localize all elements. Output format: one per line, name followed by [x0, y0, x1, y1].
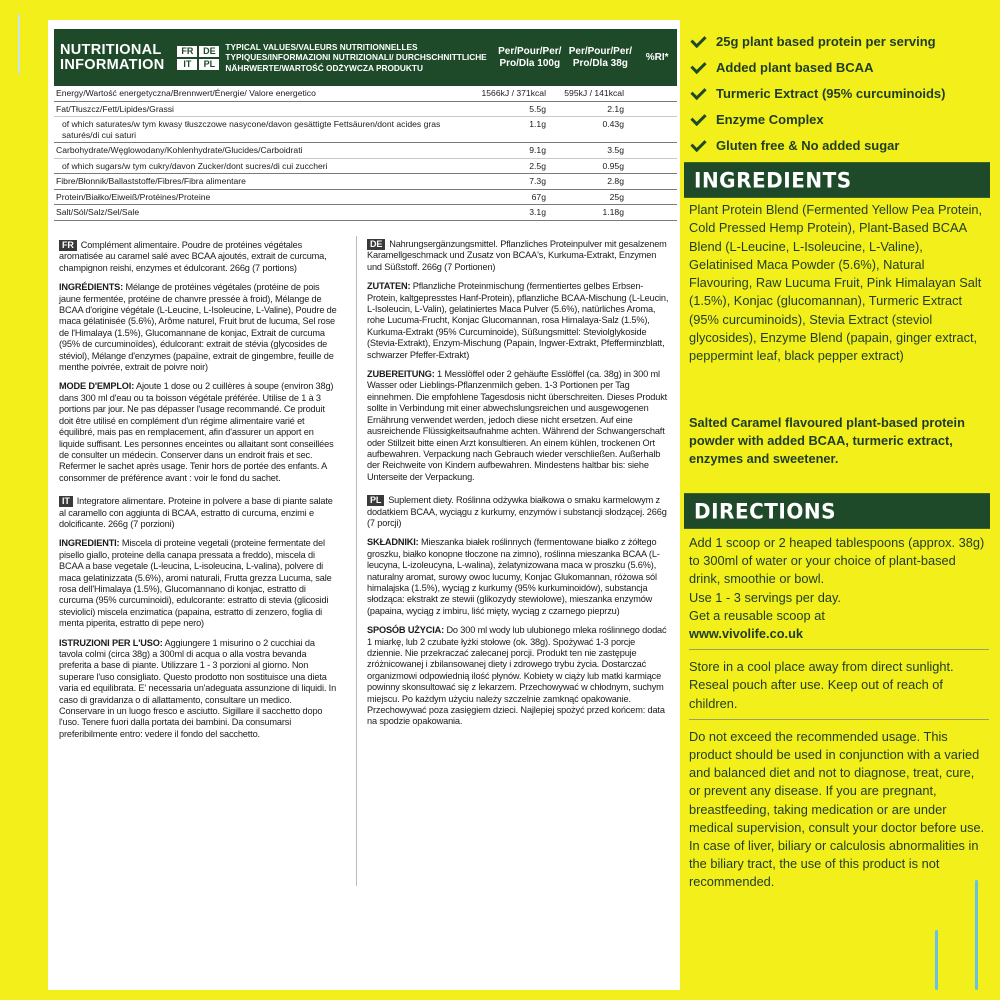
directions-p5: Do not exceed the recommended usage. This product should be used in conjunction with a varied and balanced diet and not to diagnose, treat, cure, or prevent any disease. If you are pregnant, breastfeeding, taking medication or are under medical supervision, consult your doctor before use. In case of liver, biliary or calculosis abnormalities in the biliary tract, the use of this product is not recommended.	[689, 728, 985, 890]
column-header-100g: Per/Pour/Per/ Pro/Dla 100g	[498, 45, 562, 69]
value-38g: 3.5g	[607, 145, 624, 155]
lang-tag-de: DE	[367, 239, 385, 250]
nutrient-name: Carbohydrate/Węglowodany/Kohlenhydrate/Glucides/Carboidrati	[56, 145, 303, 155]
nutrition-header	[54, 29, 677, 86]
nutrition-table	[54, 86, 677, 221]
value-100g: 9.1g	[529, 145, 546, 155]
fr-usage	[59, 381, 339, 484]
table-row	[54, 117, 677, 143]
benefit-item	[690, 80, 990, 106]
nutrient-name: Fat/Tłuszcz/Fett/Lipides/Grassi	[56, 103, 174, 114]
fr-ingredients-text: Mélange de protéines végétales (protéine de pois jaune fermentée, protéine de chanvre pressée à froid), Mélange de BCAA d'origine végétale (L-Leucine, L-Isoleucine, L-Valine), Poudre de maca gélatinisée (5.6%), Arôme naturel, Fruit brut de lucuma, Sel rose de l'Himalaya (1.5%), Glucomannane de konjac, Extrait de curcuma (95% de curcuminoïdes), édulcorant: extrait de stévia (glycosides de stéviol), Mélange d'enzymes (papaïne, extrait de gingembre, feuille de menthe poivrée, extrait de poivre noir)	[59, 282, 337, 373]
value-38g: 2.8g	[607, 176, 624, 186]
lang-tag-fr: FR	[59, 240, 77, 251]
de-usage-text: 1 Messlöffel oder 2 gehäufte Esslöffel (ca. 38g) in 300 ml Wasser oder Lieblings-Pflanzenmilch geben. 1-3 Portionen per Tag einnehmen. Die empfohlene Tagesdosis nicht überschreiten. Dieses Produkt sollte in Verbindung mit einer abwechslungsreichen und ausgewogenen Ernährung verwendet werden, jedoch diese nicht ersetzen. Auf eine ausreichende Flüssigkeitsaufnahme achten. Während der Schwangerschaft oder Stillzeit bitte einen Arzt konsultieren. An einem kühlen, trockenen Ort aufbewahren. Verpackung nach Gebrauch wieder verschließen. Außerhalb der Reichweite von Kindern aufbewahren. Mindestens haltbar bis: siehe Unterseite der Verpackung.	[367, 369, 668, 482]
flag-pl: PL	[199, 59, 219, 70]
de-ingredients-text: Pflanzliche Proteinmischung (fermentiertes gelbes Erbsen-Protein, kaltgepresstes Hanf-Protein), pflanzliche BCAA-Mischung (L-Leucin, L-Isoleucin, L-Valin), gelatiniertes Maca Pulver (5.6%), natürliches Aroma, rohe Lucuma-Frucht, Konjac Glucomannan, rosa Himalaya-Salz (1.5%), Kurkuma-Extrakt (95% Curcuminoide), Süßungsmittel: Steviolglykoside (Stevia-Extrakt), Enzym-Mischung (Papain, Ingwer-Extrakt, Pfefferminzblatt, schwarzer Pfeffer-Extrakt)	[367, 281, 669, 360]
value-38g: 25g	[609, 191, 624, 202]
value-38g: 595kJ / 141kcal	[564, 88, 624, 98]
fr-ingredients	[59, 282, 339, 373]
checkmark-icon	[690, 85, 706, 101]
pl-usage	[367, 625, 670, 728]
value-38g: 0.95g	[602, 160, 624, 171]
flavour-description: Salted Caramel flavoured plant-based protein powder with added BCAA, turmeric extract, enzymes and sweetener.	[689, 415, 965, 466]
it-intro	[59, 496, 339, 530]
nutrient-name: of which sugars/w tym cukry/davon Zucker/dont sucres/di cui zuccheri	[62, 160, 328, 171]
lang-tag-it: IT	[59, 496, 73, 507]
fr-usage-label: MODE D'EMPLOI:	[59, 381, 135, 392]
decorative-stripe	[935, 930, 938, 990]
lang-tag-pl: PL	[367, 495, 384, 506]
pl-ingredients-label: SKŁADNIKI:	[367, 537, 419, 548]
benefit-label: Turmeric Extract (95% curcuminoids)	[716, 85, 946, 101]
value-38g: 2.1g	[607, 103, 624, 114]
pl-ingredients-text: Mieszanka białek roślinnych (fermentowane białko z żółtego groszku, białko konopne tłoczone na zimno), roślinna mieszanka BCAA (L-leucyna, L-izoleucyna, L-walina), żelatynizowana maca w proszku (5.6%), naturalny aromat, surowy owoc lucumy, Konjac Glukomannan, różowa sól himalajska (1.5%), wyciąg z kurkumy (95% kurkuminoidów), substancja słodząca: ekstrakt ze stewii (glikozydy stewiolowe), mieszanka enzymów (papaina, wyciąg z imbiru, liść mięty, wyciąg z czarnego pieprzu)	[367, 537, 660, 616]
value-100g: 5.5g	[529, 103, 546, 114]
directions-p1: Add 1 scoop or 2 heaped tablespoons (approx. 38g) to 300ml of water or your choice of plant-based drink, smoothie or bowl.	[689, 535, 985, 587]
scoop-text: Get a reusable scoop at	[689, 607, 825, 623]
table-row	[54, 159, 677, 175]
pl-intro-text: Suplement diety. Roślinna odżywka białkowa o smaku karmelowym z dodatkiem BCAA, wyciągu z kurkumy, enzymów i substancji słodzącej. 266g (7 porcji)	[367, 495, 667, 528]
nutrient-name: Energy/Wartość energetyczna/Brennwert/Énergie/ Valore energetico	[56, 88, 316, 98]
value-100g: 67g	[531, 191, 546, 202]
it-ingredients-label: INGREDIENTI:	[59, 538, 120, 549]
de-intro	[367, 239, 670, 273]
checkmark-icon	[690, 137, 706, 153]
pl-intro	[367, 495, 670, 529]
it-usage-text: Aggiungere 1 misurino o 2 cucchiai da tavola colmi (circa 38g) a 300ml di acqua o alla vostra bevanda preferita a base di piante. Utilizzare 1 - 3 porzioni al giorno. Non superare l'uso consigliato. Questo prodotto non sostituisce una dieta varia ed equilibrata. E' necessaria un'adeguata assunzione di liquidi. In caso di gravidanza o di allattamento, consultare un medico. Conservare in un luogo fresco e asciutto. Sigillare il sacchetto dopo l'uso. Tenere fuori dalla portata dei bambini. Da consumarsi preferibilmente entro: vedere il fondo del sacchetto.	[59, 637, 337, 739]
divider	[689, 719, 989, 720]
column-divider	[356, 236, 357, 886]
table-row	[54, 86, 677, 102]
benefit-item	[690, 132, 990, 158]
checkmark-icon	[690, 33, 706, 49]
nutrition-title-line2: INFORMATION	[60, 56, 165, 73]
value-38g: 0.43g	[602, 119, 624, 129]
flag-de: DE	[199, 46, 219, 57]
ingredients-heading: INGREDIENTS	[684, 162, 990, 198]
it-ingredients	[59, 538, 339, 629]
pl-ingredients	[367, 537, 670, 617]
value-38g: 1.18g	[602, 207, 624, 217]
nutrient-name: Fibre/Błonnik/Ballaststoffe/Fibres/Fibra alimentare	[56, 176, 246, 186]
de-usage	[367, 369, 670, 483]
ingredients-text: Plant Protein Blend (Fermented Yellow Pea Protein, Cold Pressed Hemp Protein), Plant-Based BCAA Blend (L-Leucine, L-Isoleucine, L-Valine), Gelatinised Maca Powder (5.6%), Natural Flavouring, Raw Lucuma Fruit, Pink Himalayan Salt (1.5%), Konjac (glucomannan), Turmeric Extract (95% curcuminoids), Stevia Extract (steviol glycosides), Enzyme Blend (papain, ginger extract, peppermint leaf, black pepper extract)	[689, 202, 983, 364]
fr-intro	[59, 240, 339, 274]
de-ingredients-label: ZUTATEN:	[367, 281, 411, 292]
benefits-list	[690, 28, 990, 158]
text-column-right	[367, 239, 670, 736]
flag-it: IT	[177, 59, 197, 70]
typical-values-heading: TYPICAL VALUES/VALEURS NUTRITIONNELLES TYPIQUES/INFORMAZIONI NUTRIZIONALI/ DURCHSCHNITTLICHE NÄHRWERTE/WARTOŚĆ ODŻYWCZA PRODUKTU	[225, 41, 487, 73]
directions-p2: Use 1 - 3 servings per day.	[689, 589, 841, 605]
pl-usage-label: SPOSÓB UŻYCIA:	[367, 625, 445, 636]
it-usage-label: ISTRUZIONI PER L'USO:	[59, 637, 163, 648]
fr-usage-text: Ajoute 1 dose ou 2 cuillères à soupe (environ 38g) dans 300 ml d'eau ou ta boisson végétale préférée. Utilise de 1 à 3 portions par jour. Ne pas dépasser l'usage recommandé. Ce produit doit être utilisé en complément d'un régime alimentaire varié et équilibré, mais pas en remplacement, afin d'assurer un apport en liquide suffisant. Les personnes enceintes ou allaitant sont conseillées de consulter un médecin. Conserver dans un endroit frais et sec. Refermer le sachet après usage. Tenir hors de portée des enfants. A consommer de préférence avant : voir le fond du sachet.	[59, 381, 334, 483]
fr-intro-text: Complément alimentaire. Poudre de protéines végétales aromatisée au caramel salé avec BCAA ajoutés, extrait de curcuma, champignon reishi, enzymes et édulcorant. 266g (7 portions)	[59, 240, 327, 273]
table-row	[54, 190, 677, 206]
nutrition-title-line1: NUTRITIONAL	[60, 41, 162, 58]
table-row	[54, 143, 677, 159]
nutrient-name: Protein/Białko/Eiweiß/Protéines/Proteine	[56, 191, 211, 202]
flag-fr: FR	[177, 46, 197, 57]
fr-ingredients-label: INGRÉDIENTS:	[59, 282, 124, 293]
nutrition-title	[54, 43, 177, 73]
benefit-item	[690, 54, 990, 80]
directions-text	[689, 534, 989, 900]
nutrient-name: of which saturates/w tym kwasy tłuszczowe nasycone/davon gesättigte Fettsäuren/dont acides gras saturés/di cui saturi	[62, 119, 441, 140]
column-header-ri: %RI*	[645, 51, 669, 63]
divider	[689, 649, 989, 650]
table-row	[54, 102, 677, 118]
value-100g: 1566kJ / 371kcal	[481, 88, 546, 98]
directions-p3	[689, 607, 989, 643]
value-100g: 3.1g	[529, 207, 546, 217]
table-row	[54, 205, 677, 221]
benefit-label: Added plant based BCAA	[716, 59, 874, 75]
benefit-item	[690, 106, 990, 132]
column-header-38g: Per/Pour/Per/ Pro/Dla 38g	[568, 45, 633, 69]
value-100g: 7.3g	[529, 176, 546, 186]
it-usage	[59, 638, 339, 741]
pl-usage-text: Do 300 ml wody lub ulubionego mleka roślinnego dodać 1 miarkę, lub 2 czubate łyżki stołowe (ok. 38g). Spożywać 1-3 porcje dziennie. Nie przekraczać zalecanej porcji. Produkt ten nie zastępuje zróżnicowanej i zbilansowanej diety i zdrowego trybu życia. Dostarczać organizmowi odpowiednią ilość płynów. Kobiety w ciąży lub matki karmiące powinny skonsultować się z lekarzem. Przechowywać w chłodnym, suchym miejscu. Po każdym użyciu należy szczelnie zamknąć opakowanie. Przechowywać poza zasięgiem dzieci. Najlepiej spożyć przed końcem: data na spodzie opakowania.	[367, 625, 667, 727]
text-column-left	[59, 240, 339, 748]
benefit-label: 25g plant based protein per serving	[716, 33, 936, 49]
directions-p4: Store in a cool place away from direct sunlight. Reseal pouch after use. Keep out of reach of children.	[689, 659, 954, 711]
value-100g: 2.5g	[529, 160, 546, 171]
directions-heading: DIRECTIONS	[684, 493, 990, 529]
value-100g: 1.1g	[529, 119, 546, 129]
it-intro-text: Integratore alimentare. Proteine in polvere a base di piante salate al caramello con aggiunta di BCAA, estratto di curcuma, enzimi e dolcificante. 266g (7 porzioni)	[59, 496, 333, 529]
de-ingredients	[367, 281, 670, 361]
it-ingredients-text: Miscela di proteine vegetali (proteine fermentate del pisello giallo, proteine della canapa pressata a freddo), miscela di BCAA a base vegetale (L-leucina, L-isoleucina, L-valina), polvere di maca gelatinizzata (5.6%), aromi naturali, Frutta grezza Lucuma, sale rosa dell'Himalaya (1.5%), Glucomannano di konjac, estratto di curcuma (95% curcuminoidi), edulcorante: estratto di stevia (glicosidi steviolici) miscela enzimatica (papaina, estratto di zenzero, foglia di menta piperita, estratto di pepe nero)	[59, 538, 332, 629]
checkmark-icon	[690, 111, 706, 127]
decorative-stripe	[18, 14, 20, 74]
table-row	[54, 174, 677, 190]
benefit-label: Gluten free & No added sugar	[716, 137, 900, 153]
de-usage-label: ZUBEREITUNG:	[367, 369, 435, 380]
nutrient-name: Salt/Sól/Salz/Sel/Sale	[56, 207, 140, 217]
benefit-item	[690, 28, 990, 54]
benefit-label: Enzyme Complex	[716, 111, 824, 127]
de-intro-text: Nahrungsergänzungsmittel. Pflanzliches Proteinpulver mit gesalzenem Karamellgeschmack und Zusatz von BCAA's, Kurkuma-Extrakt, Enzymen und Süßstoff. 266g (7 Portionen)	[367, 239, 667, 272]
language-flags	[177, 46, 219, 70]
website-link[interactable]: www.vivolife.co.uk	[689, 626, 804, 642]
checkmark-icon	[690, 59, 706, 75]
